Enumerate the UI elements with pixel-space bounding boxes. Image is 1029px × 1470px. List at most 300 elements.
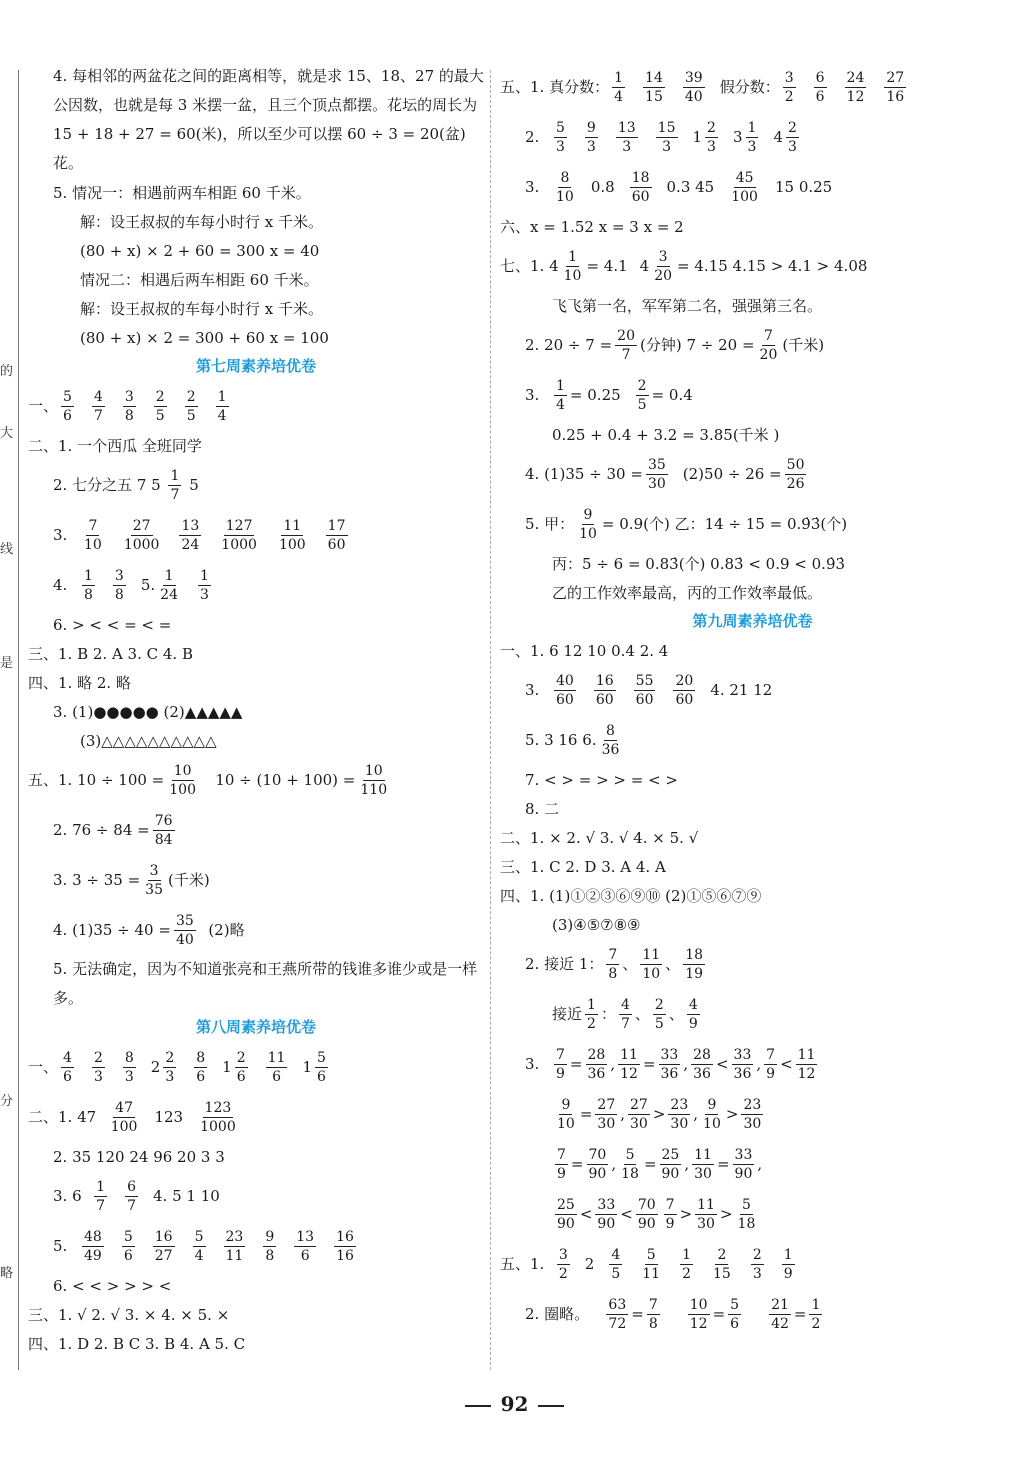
denominator: 42 xyxy=(771,1315,789,1332)
mixed-number xyxy=(549,248,586,285)
fraction xyxy=(554,672,576,709)
operator: < xyxy=(715,1055,729,1073)
answer-row: 0.25 + 0.4 + 3.2 = 3.85(千米 ) xyxy=(552,425,780,444)
fraction xyxy=(263,1049,291,1086)
answer-row xyxy=(500,1139,1005,1189)
fraction-item xyxy=(58,1049,77,1086)
numerator: 24 xyxy=(846,69,865,86)
numerator: 7 xyxy=(608,946,618,963)
margin-char: 线 xyxy=(0,542,14,557)
fraction xyxy=(728,1296,741,1333)
denominator: 36 xyxy=(587,1065,606,1082)
numerator: 70 xyxy=(637,1196,656,1213)
numerator: 11 xyxy=(620,1046,638,1063)
denominator: 2 xyxy=(682,1265,691,1282)
numerator: 48 xyxy=(84,1228,102,1245)
answer-text: 4. 21 12 xyxy=(710,681,773,699)
denominator: 36 xyxy=(733,1065,752,1082)
answer-row xyxy=(500,62,1005,112)
fraction xyxy=(191,1049,210,1086)
numerator: 63 xyxy=(608,1296,627,1313)
fraction-item xyxy=(89,388,108,425)
numerator: 5 xyxy=(556,119,565,136)
numerator: 17 xyxy=(327,517,346,534)
denominator: 30 xyxy=(670,1115,689,1132)
fraction xyxy=(606,1296,628,1333)
fraction-list xyxy=(551,672,710,709)
fraction xyxy=(165,467,184,504)
fraction xyxy=(733,1146,755,1183)
fraction-list xyxy=(616,996,703,1033)
denominator: 9 xyxy=(665,1215,675,1232)
answer-row xyxy=(28,1092,484,1142)
denominator: 5 xyxy=(654,1015,664,1032)
fraction-item xyxy=(274,517,311,554)
denominator: 3 xyxy=(165,1068,175,1085)
denominator: 7 xyxy=(620,1015,630,1032)
numerator: 4 xyxy=(63,1049,72,1066)
numerator: 5 xyxy=(194,1228,204,1245)
fraction xyxy=(619,996,632,1033)
fraction-item xyxy=(120,1049,139,1086)
fraction xyxy=(653,996,666,1033)
fraction-list xyxy=(91,1178,153,1215)
numerator: 16 xyxy=(336,1228,354,1245)
fraction-item xyxy=(780,69,799,106)
separator: 、 xyxy=(634,1005,650,1023)
fraction xyxy=(143,862,165,899)
answer-row xyxy=(500,1039,1005,1089)
numerator: 1 xyxy=(164,567,174,584)
fraction-item xyxy=(79,517,107,554)
numerator: 6 xyxy=(127,1178,137,1195)
fraction xyxy=(845,69,867,106)
fraction xyxy=(619,1146,641,1183)
denominator: 90 xyxy=(597,1215,616,1232)
fraction xyxy=(726,169,763,206)
mixed-number xyxy=(733,119,761,156)
denominator: 9 xyxy=(783,1265,793,1282)
binding-margin-rule xyxy=(18,70,19,1370)
fraction xyxy=(758,327,780,364)
numerator: 2 xyxy=(654,996,664,1013)
fraction xyxy=(683,69,705,106)
fraction xyxy=(782,456,810,493)
fraction xyxy=(193,1228,206,1265)
fraction xyxy=(680,1246,693,1283)
numerator: 3 xyxy=(658,248,668,265)
fraction-item xyxy=(779,1246,798,1283)
operator: < xyxy=(620,1205,633,1223)
page-number-dash xyxy=(465,1405,491,1407)
fraction xyxy=(594,672,616,709)
operator: = xyxy=(793,1305,807,1323)
denominator: 9 xyxy=(557,1165,566,1182)
answer-row: 5. 无法确定，因为不知道张亮和王燕所带的钱谁多谁少或是一样多。 xyxy=(53,960,478,1007)
denominator: 10 xyxy=(703,1115,721,1132)
operator: , xyxy=(756,1055,762,1073)
fraction xyxy=(106,1099,143,1136)
fraction-item xyxy=(182,388,201,425)
numerator: 3 xyxy=(784,69,794,86)
fraction-list xyxy=(780,69,922,106)
denominator: 1000 xyxy=(200,1118,236,1135)
numerator: 20 xyxy=(675,672,694,689)
item-label: 5. xyxy=(53,1237,68,1255)
operator: = xyxy=(570,1155,584,1173)
denominator: 4 xyxy=(614,88,624,105)
section-label: 七、1. xyxy=(500,257,545,275)
fraction-item xyxy=(677,1246,696,1283)
numerator: 5 xyxy=(63,388,72,405)
denominator: 26 xyxy=(786,475,805,492)
fraction xyxy=(695,1196,717,1233)
fraction xyxy=(92,388,105,425)
numerator: 9 xyxy=(707,1096,717,1113)
answer-row xyxy=(28,755,484,805)
answer-text: 3. 6 xyxy=(53,1187,82,1205)
operator: < xyxy=(579,1205,593,1223)
answer-text: 接近 xyxy=(552,1005,583,1023)
fraction-item xyxy=(323,517,351,554)
fraction xyxy=(174,912,196,949)
expression xyxy=(685,1296,744,1333)
denominator: 4 xyxy=(217,407,227,424)
item-label: 3. xyxy=(525,1055,540,1073)
denominator: 90 xyxy=(661,1165,680,1182)
denominator: 3 xyxy=(586,138,596,155)
numerator: 11 xyxy=(267,1049,286,1066)
denominator: 3 xyxy=(622,138,632,155)
numerator: 5 xyxy=(625,1146,635,1163)
fraction xyxy=(585,996,598,1033)
fraction xyxy=(587,1146,609,1183)
fraction xyxy=(796,1046,818,1083)
denominator: 6 xyxy=(300,1247,310,1264)
operator: = xyxy=(643,1155,657,1173)
margin-char: 略 xyxy=(0,1266,14,1281)
denominator: 3 xyxy=(747,138,757,155)
denominator: 9 xyxy=(766,1065,776,1082)
numerator: 16 xyxy=(154,1228,173,1245)
fraction xyxy=(746,119,759,156)
fraction-list xyxy=(155,567,226,604)
answer-row xyxy=(28,1171,484,1221)
answer-text: 4. 5 1 10 xyxy=(153,1187,220,1205)
numerator: 5 xyxy=(730,1296,740,1313)
fraction xyxy=(122,1228,135,1265)
fraction-item xyxy=(582,119,601,156)
denominator: 60 xyxy=(556,691,574,708)
fraction xyxy=(600,722,622,759)
denominator: 7 xyxy=(96,1197,106,1214)
fraction xyxy=(294,1228,316,1265)
numerator: 33 xyxy=(734,1146,753,1163)
fraction xyxy=(705,119,718,156)
answer-line: 5. 情况一：相遇前两车相距 60 千米。 xyxy=(53,183,311,202)
fraction xyxy=(82,567,95,604)
item-label: 2. xyxy=(525,128,540,146)
fraction xyxy=(673,672,695,709)
mixed-number xyxy=(151,1049,179,1086)
denominator: 7 xyxy=(621,346,631,363)
denominator: 20 xyxy=(759,346,778,363)
denominator: 40 xyxy=(175,931,194,948)
answer-line: 解：设王叔叔的车每小时行 x 千米。 xyxy=(80,212,323,231)
item-label: 3. xyxy=(525,386,540,404)
fraction xyxy=(643,69,665,106)
denominator: 12 xyxy=(846,88,865,105)
operator: = xyxy=(579,1105,593,1123)
fraction-item xyxy=(213,388,232,425)
fraction xyxy=(577,506,599,543)
fraction-list xyxy=(609,69,720,106)
answer-row xyxy=(28,905,484,955)
mixed-number xyxy=(151,1049,179,1086)
answer-text: (2)略 xyxy=(208,921,245,939)
numerator: 47 xyxy=(115,1099,133,1116)
denominator: 60 xyxy=(327,536,346,553)
item-label: 4. xyxy=(53,576,68,594)
fraction xyxy=(736,1196,758,1233)
fraction-item xyxy=(122,1178,141,1215)
fraction xyxy=(554,1246,573,1283)
fraction-item xyxy=(640,69,668,106)
fraction xyxy=(198,567,211,604)
numerator: 13 xyxy=(296,1228,315,1245)
answer-row: 6. < < > > > < xyxy=(53,1276,172,1295)
answer-text: (千米) xyxy=(167,871,210,889)
mixed-number xyxy=(549,248,586,285)
fraction xyxy=(235,1049,248,1086)
answer-row: 二、1. × 2. √ 3. √ 4. × 5. √ xyxy=(500,828,699,847)
numerator: 55 xyxy=(635,672,654,689)
numerator: 18 xyxy=(631,169,650,186)
denominator: 5 xyxy=(186,407,196,424)
denominator: 7 xyxy=(170,486,180,503)
fraction-item xyxy=(748,1246,767,1283)
fraction xyxy=(687,996,700,1033)
numerator: 23 xyxy=(225,1228,244,1245)
section-label: 一、 xyxy=(28,397,59,415)
numerator: 5 xyxy=(742,1196,751,1213)
fraction-item xyxy=(58,388,77,425)
whole-part: 1 xyxy=(222,1058,232,1076)
answer-text: = 0.4 xyxy=(651,386,693,404)
numerator: 1 xyxy=(84,567,93,584)
denominator: 20 xyxy=(654,267,673,284)
section-label: 五、1. xyxy=(28,771,73,789)
fraction xyxy=(219,517,259,554)
denominator: 8 xyxy=(265,1247,275,1264)
operator: , xyxy=(610,1055,616,1073)
numerator: 13 xyxy=(617,119,636,136)
section-title-week7: 第七周素养培优卷 xyxy=(195,357,316,375)
numerator: 11 xyxy=(694,1146,712,1163)
fraction xyxy=(277,517,308,554)
fraction xyxy=(195,1099,241,1136)
answer-text: 15 0.25 xyxy=(774,178,833,196)
numerator: 2 xyxy=(707,119,716,136)
numerator: 7 xyxy=(88,517,98,534)
denominator: 8 xyxy=(84,586,93,603)
denominator: 6 xyxy=(196,1068,206,1085)
fraction-item xyxy=(155,567,183,604)
fraction xyxy=(179,517,201,554)
fraction xyxy=(122,517,162,554)
answer-row: 四、1. D 2. B C 3. B 4. A 5. C xyxy=(28,1334,246,1353)
fraction xyxy=(640,1246,662,1283)
denominator: 24 xyxy=(160,586,178,603)
denominator: 6 xyxy=(815,88,825,105)
answer-row: 飞飞第一名，军军第二名，强强第三名。 xyxy=(552,296,823,315)
numerator: 2 xyxy=(787,119,797,136)
fraction xyxy=(751,1246,764,1283)
answer-text: 5. 3 16 6. xyxy=(525,731,597,749)
mixed-number xyxy=(773,119,801,156)
numerator: 2 xyxy=(236,1049,246,1066)
separator: 、 xyxy=(665,955,681,973)
fraction xyxy=(636,377,649,414)
denominator: 5 xyxy=(611,1265,621,1282)
fraction-list xyxy=(551,119,693,156)
answer-line: (80 + x) × 2 = 300 + 60 x = 100 xyxy=(80,328,329,347)
fraction xyxy=(551,377,570,414)
fraction xyxy=(334,1228,356,1265)
denominator: 18 xyxy=(621,1165,639,1182)
answer-text: 123 xyxy=(154,1108,184,1126)
numerator: 7 xyxy=(557,1146,566,1163)
denominator: 24 xyxy=(181,536,200,553)
denominator: 3 xyxy=(556,138,565,155)
fraction xyxy=(606,946,619,983)
denominator: 6 xyxy=(63,1068,72,1085)
fraction xyxy=(640,946,662,983)
numerator: 27 xyxy=(630,1096,648,1113)
fraction-item xyxy=(150,1228,178,1265)
fraction xyxy=(732,1046,754,1083)
fraction xyxy=(562,248,584,285)
fraction-item xyxy=(631,672,659,709)
denominator: 30 xyxy=(694,1165,712,1182)
denominator: 35 xyxy=(145,881,163,898)
numerator: 2 xyxy=(752,1246,762,1263)
numerator: 1 xyxy=(217,388,227,405)
denominator: 60 xyxy=(631,188,650,205)
fraction xyxy=(884,69,906,106)
numerator: 123 xyxy=(204,1099,232,1116)
fraction xyxy=(557,1246,570,1283)
answer-row xyxy=(28,460,484,510)
fraction-item xyxy=(551,672,579,709)
answer-text: 0.8 xyxy=(590,178,615,196)
fraction xyxy=(646,456,668,493)
answer-row: 2. 35 120 24 96 20 3 3 xyxy=(53,1147,225,1166)
fraction xyxy=(551,169,579,206)
numerator: 11 xyxy=(797,1046,816,1063)
fraction xyxy=(627,169,655,206)
numerator: 3 xyxy=(149,862,159,879)
answer-row xyxy=(500,715,1005,765)
fraction xyxy=(769,1296,791,1333)
numerator: 2 xyxy=(155,388,165,405)
answer-row: 8. 二 xyxy=(525,799,560,818)
fraction xyxy=(647,1296,660,1333)
fraction-item xyxy=(603,946,622,983)
numerator: 15 xyxy=(657,119,676,136)
answer-row xyxy=(28,1042,484,1092)
answer-row xyxy=(500,370,1005,420)
fraction xyxy=(764,1046,777,1083)
fraction xyxy=(140,862,168,899)
fraction-item xyxy=(650,996,669,1033)
denominator: 4 xyxy=(556,396,565,413)
denominator: 7 xyxy=(127,1197,137,1214)
numerator: 1 xyxy=(682,1246,691,1263)
fraction xyxy=(263,1228,276,1265)
fraction xyxy=(612,69,625,106)
numerator: 3 xyxy=(124,388,134,405)
fraction xyxy=(326,517,348,554)
numerator: 33 xyxy=(597,1196,616,1213)
operator: , xyxy=(693,1105,699,1123)
numerator: 39 xyxy=(684,69,703,86)
answer-row: 乙的工作效率最高，丙的工作效率最低。 xyxy=(552,583,823,602)
numerator: 127 xyxy=(225,517,253,534)
fraction-item xyxy=(79,567,98,604)
numerator: 2 xyxy=(186,388,196,405)
fraction-list xyxy=(79,1228,371,1265)
numerator: 14 xyxy=(645,69,663,86)
denominator: 60 xyxy=(595,691,614,708)
operator: = xyxy=(569,1055,583,1073)
fraction xyxy=(168,467,181,504)
fraction xyxy=(82,517,104,554)
fraction xyxy=(782,1246,795,1283)
operator: = xyxy=(712,1305,726,1323)
fraction xyxy=(659,1046,681,1083)
denominator: 90 xyxy=(588,1165,607,1182)
denominator: 3 xyxy=(93,1068,103,1085)
fraction xyxy=(609,1246,622,1283)
mixed-number xyxy=(693,119,721,156)
fraction xyxy=(167,762,198,799)
mixed-number xyxy=(222,1049,250,1086)
fraction-item xyxy=(670,672,698,709)
answer-row xyxy=(28,805,484,855)
mixed-number xyxy=(302,1049,330,1086)
margin-char: 分 xyxy=(0,1094,14,1109)
denominator: 49 xyxy=(84,1247,102,1264)
answer-text: = 4.1 xyxy=(586,257,628,275)
denominator: 8 xyxy=(114,586,124,603)
answer-row: 六、x = 1.52 x = 3 x = 2 xyxy=(500,217,684,236)
fraction xyxy=(636,1196,658,1233)
fraction xyxy=(586,1046,608,1083)
operator: > xyxy=(679,1205,693,1223)
numerator: 4 xyxy=(620,996,630,1013)
expression xyxy=(552,1146,762,1183)
answer-row: 丙：5 ÷ 6 = 0.83̇(个) 0.83̇ < 0.9 < 0.9̇3̇ xyxy=(552,554,846,573)
answer-text: 5 xyxy=(189,476,199,494)
fraction xyxy=(266,1049,288,1086)
answer-row xyxy=(500,241,1005,291)
section-label: 五、1. xyxy=(500,78,545,96)
denominator: 12 xyxy=(689,1315,708,1332)
fraction-item xyxy=(89,1049,108,1086)
fraction xyxy=(358,762,389,799)
numerator: 50 xyxy=(786,456,805,473)
